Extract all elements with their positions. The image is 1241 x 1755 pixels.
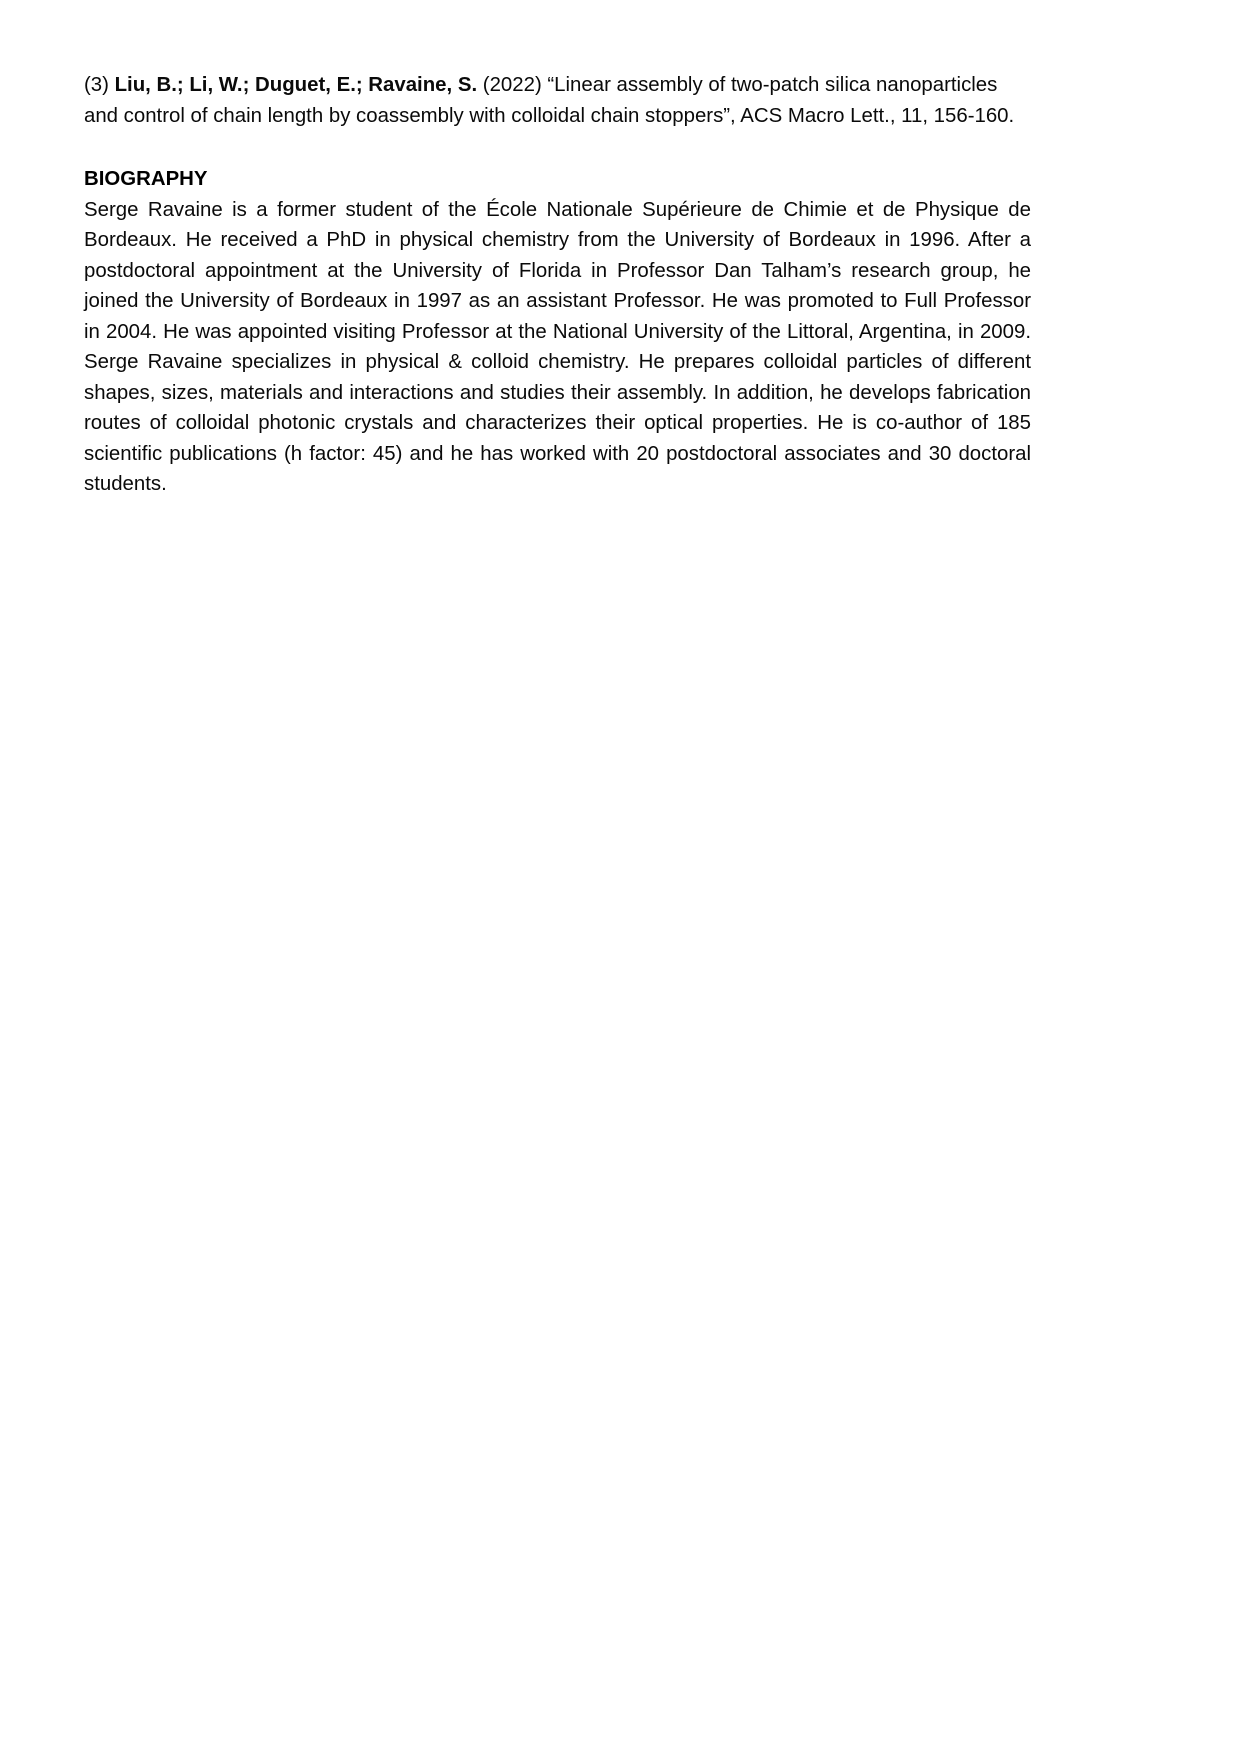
biography-heading: BIOGRAPHY — [84, 168, 208, 190]
biography-text: Serge Ravaine is a former student of the École Nationale Supérieure de Chimie et de Physique de Bordeaux. He received a PhD in physical chemistry from the University of Bordeaux in 1996. After a postdoctoral appointment at the University of Florida in Professor Dan Talham’s research group, he joined the University of Bordeaux in 1997 as an assistant Professor. He was promoted to Full Professor in 2004. He was appointed visiting Professor at the National University of the Littoral, Argentina, in 2009. Serge Ravaine specializes in physical & colloid chemistry. He prepares colloidal particles of different shapes, sizes, materials and interactions and studies their assembly. In addition, he develops fabrication routes of colloidal photonic crystals and characterizes their optical properties. He is co-author of 185 scientific publications (h factor: 45) and he has worked with 20 postdoctoral associates and 30 doctoral students. — [84, 198, 1031, 495]
section-spacer — [84, 131, 1031, 164]
reference-entry — [84, 70, 1031, 131]
reference-number: (3) — [84, 74, 115, 96]
reference-citation-details: (2022) “Linear assembly of two-patch silica nanoparticles and control of chain length by coassembly with colloidal chain stoppers”, ACS Macro Lett., 11, 156-160. — [84, 74, 1015, 127]
page-content — [84, 70, 1031, 530]
reference-authors: Liu, B.; Li, W.; Duguet, E.; Ravaine, S. — [114, 74, 478, 96]
